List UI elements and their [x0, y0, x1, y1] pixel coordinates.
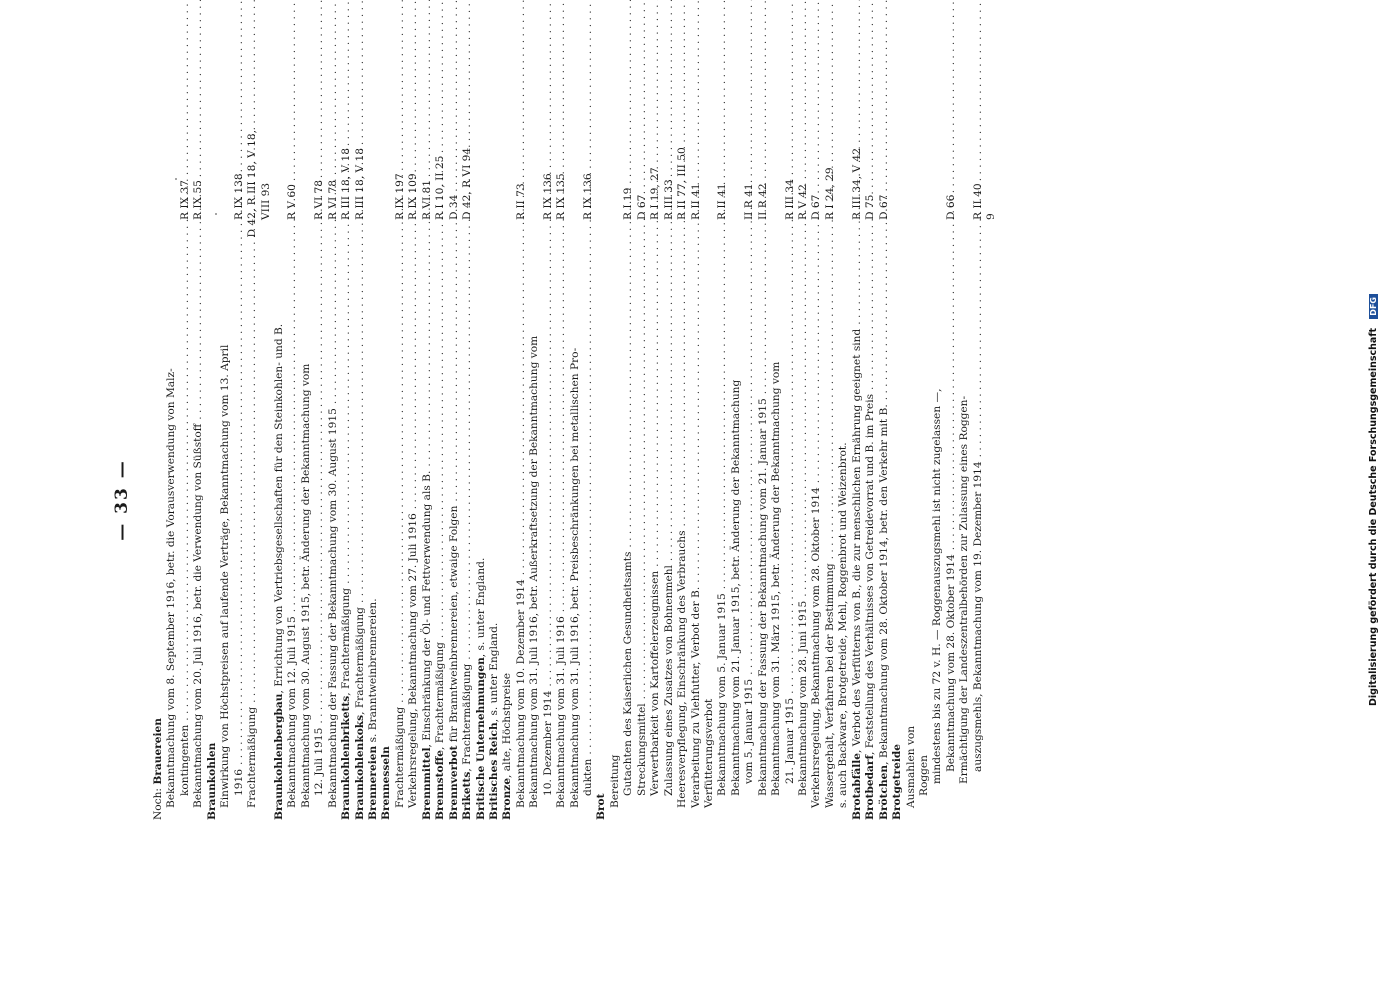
entry-text	[649, 571, 662, 796]
entry-reference: R IX 138	[232, 173, 245, 220]
entry-description: , Frachtermäßigung	[434, 642, 447, 750]
index-entry	[354, 130, 367, 820]
entry-text	[555, 616, 568, 808]
entry-description: kontingenten	[178, 724, 191, 796]
entry-reference: 9	[985, 213, 998, 220]
dfg-logo: DFG	[1369, 294, 1378, 319]
entry-reference: R II 77, III 50	[676, 147, 689, 220]
index-entry	[649, 130, 662, 820]
dot-leader	[448, 226, 461, 502]
index-entry	[690, 130, 703, 820]
index-entry	[703, 130, 716, 820]
entry-description: Frachtermäßigung	[246, 706, 259, 808]
entry-text	[837, 442, 850, 808]
dot-leader	[797, 226, 810, 597]
entry-reference: D 75	[864, 194, 877, 220]
index-entry	[407, 130, 420, 820]
dot-leader	[636, 226, 649, 699]
entry-reference: R I 19, 27	[649, 167, 662, 220]
entry-text	[824, 563, 837, 808]
entry-keyword: Brotbedarf	[864, 754, 877, 820]
index-entry	[179, 130, 192, 820]
entry-keyword: Bronze	[501, 777, 514, 820]
dot-leader	[407, 226, 420, 509]
index-entry	[165, 130, 178, 820]
index-entry	[246, 130, 259, 820]
entry-text	[434, 642, 447, 820]
entry-description: , Bekanntmachung vom 28. Oktober 1914, betr. den Verkehr mit B.	[877, 404, 890, 765]
entry-reference: R III 18, V 18	[340, 148, 353, 220]
dot-leader	[421, 226, 434, 467]
entry-text	[380, 746, 393, 820]
index-entry	[770, 130, 783, 820]
index-entry	[219, 130, 232, 820]
index-entry	[878, 130, 891, 820]
entry-text	[475, 558, 488, 820]
index-entry	[327, 130, 340, 820]
index-entry	[636, 130, 649, 820]
dot-leader	[354, 226, 367, 603]
entry-text	[676, 530, 689, 808]
entry-reference: R I 10, II 25	[434, 155, 447, 220]
index-entry	[501, 130, 514, 820]
speck	[215, 213, 217, 215]
entry-text	[327, 408, 340, 808]
entry-reference: D 67	[877, 194, 890, 220]
entry-text	[716, 593, 729, 796]
dot-leader	[313, 226, 326, 724]
entry-text	[784, 698, 797, 784]
dot-leader	[690, 226, 703, 583]
entry-text	[246, 707, 259, 808]
entry-description: , Frachtermäßigung	[340, 587, 353, 696]
entry-keyword: Briketts	[461, 771, 474, 820]
entry-text	[448, 506, 461, 820]
entry-description: Bekanntmachung vom 31. Juli 1916	[555, 616, 568, 808]
entry-description: , Frachtermäßigung	[353, 607, 366, 715]
speck	[175, 178, 177, 180]
entry-description: 10. Dezember 1914	[541, 690, 554, 796]
index-entry	[837, 130, 850, 820]
index-entry	[286, 130, 299, 820]
entry-description: Verwertbarkeit von Kartoffelerzeugnissen	[649, 570, 662, 796]
entry-text	[958, 396, 971, 784]
entry-keyword: Braunkohlen	[205, 742, 218, 820]
entry-description: Bekanntmachung vom 28. Oktober 1914	[944, 554, 957, 772]
index-entry	[663, 130, 676, 820]
entry-text	[286, 616, 299, 808]
index-entry	[797, 130, 810, 820]
entry-text	[421, 471, 434, 820]
entry-reference: D 42, R III 18, V 18,	[246, 130, 259, 238]
credit-text: Digitalisierung gefördert durch die Deutsche Forschungsgemeinschaft	[1368, 328, 1379, 706]
digitization-credit	[1368, 0, 1379, 1000]
entry-description: , Feststellung des Verhältnisses von Getreidevorrat und B. im Preis	[864, 393, 877, 755]
entry-keyword: Brötchen	[877, 764, 890, 820]
dot-leader	[542, 226, 555, 687]
entry-reference: D 34	[447, 194, 460, 220]
entry-keyword: Brennstoffe	[434, 749, 447, 820]
entry-text	[528, 336, 541, 808]
entry-reference: R IX 135	[555, 173, 568, 220]
index-entry	[192, 130, 205, 820]
entry-text	[354, 607, 367, 820]
dot-leader	[327, 226, 340, 404]
entry-reference: R II 41	[689, 183, 702, 220]
index-entry	[340, 130, 353, 820]
index-entry	[380, 130, 393, 820]
entry-text	[891, 744, 904, 820]
entry-description: Bekanntmachung vom 31. Juli 1916, betr. Preisbeschränkungen bei metallischen Pro-	[568, 347, 581, 808]
index-entry	[488, 130, 501, 820]
entry-reference: R IX 55	[192, 180, 205, 220]
index-entry	[542, 130, 555, 820]
entry-text	[582, 759, 595, 796]
entry-description: Bekanntmachung der Fassung der Bekanntmachung vom 21. Januar 1915	[756, 398, 769, 796]
entry-keyword: Brennesseln	[380, 746, 393, 820]
entry-text	[461, 664, 474, 820]
entry-description: , Errichtung von Vertriebsgesellschaften für den Steinkohlen- und B.	[272, 323, 285, 694]
entry-text	[313, 728, 326, 796]
index-entry	[676, 130, 689, 820]
entry-reference: R II 40	[971, 183, 984, 220]
entry-description: , alte, Höchstpreise	[501, 672, 514, 778]
entry-text	[219, 345, 232, 808]
entry-description: 12. Juli 1915	[313, 727, 326, 796]
entry-description: , s. unter England.	[487, 622, 500, 723]
entry-keyword: Braunkohlenbergbau	[272, 693, 285, 820]
entry-description: Bekanntmachung vom 31. März 1915, betr. Änderung der Bekanntmachung vom	[770, 361, 783, 796]
entry-text	[851, 329, 864, 820]
entry-text	[488, 623, 501, 820]
dot-leader	[972, 226, 985, 457]
index-entry	[461, 130, 474, 820]
dot-leader	[757, 226, 770, 394]
entry-keyword: Britisches Reich	[487, 722, 500, 820]
index-entry	[260, 130, 273, 820]
entry-description: Einwirkung von Höchstpreisen auf laufende Verträge, Bekanntmachung vom 13. April	[219, 344, 232, 808]
entry-reference: II R 41	[743, 183, 756, 220]
index-entry	[555, 130, 568, 820]
entry-text	[770, 362, 783, 796]
entry-text	[703, 699, 716, 808]
entry-text	[918, 755, 931, 796]
entry-keyword: Brotgetreide	[891, 743, 904, 820]
entry-reference: D 42, R VI 94	[461, 147, 474, 220]
entry-reference: R V 42	[797, 184, 809, 220]
entry-reference: II R 42	[756, 183, 769, 220]
entry-reference: D 67	[635, 194, 648, 220]
entry-text	[273, 324, 286, 820]
dot-leader	[851, 226, 864, 325]
index-entry	[448, 130, 461, 820]
entry-reference: R I 24, 29	[823, 167, 836, 220]
entry-text	[501, 673, 514, 820]
dot-leader	[340, 226, 353, 584]
entry-reference: R III 34, V 42	[850, 148, 863, 220]
entry-keyword: Brennereien	[367, 745, 379, 820]
index-entry	[152, 130, 165, 820]
entry-description: , s. unter England.	[474, 557, 487, 658]
index-entry	[918, 130, 931, 820]
index-entry	[824, 130, 837, 820]
entry-reference: R VI 81	[420, 179, 433, 220]
entry-reference: R IX 136	[541, 173, 554, 220]
index-entry	[609, 130, 622, 820]
entry-text	[810, 487, 823, 808]
entry-text	[663, 565, 676, 796]
entry-reference: R III 18, V 18	[353, 148, 366, 220]
dot-leader	[246, 243, 259, 702]
entry-keyword: Brauereien	[152, 718, 164, 785]
index-entry	[421, 130, 434, 820]
entry-text	[797, 601, 810, 796]
index-entry	[985, 130, 998, 820]
index-entry	[905, 130, 918, 820]
entry-text	[206, 743, 219, 820]
dot-leader	[461, 226, 474, 660]
index-entry	[206, 130, 219, 820]
dot-leader	[394, 226, 407, 703]
index-entry	[394, 130, 407, 820]
entry-description: s. Branntweinbrennereien.	[367, 598, 379, 746]
entry-description: Roggen	[917, 754, 930, 796]
entry-description: Bereitung	[608, 754, 621, 808]
entry-description: vom 5. Januar 1915	[743, 678, 756, 784]
entry-reference: D 67	[810, 194, 823, 220]
entry-reference: D 66	[944, 194, 957, 220]
index-entry	[233, 130, 246, 820]
dot-leader	[864, 226, 877, 390]
index-entry	[300, 130, 313, 820]
dot-leader	[286, 226, 299, 612]
entry-text	[367, 598, 380, 820]
entry-description: Wassergehalt, Verfahren bei der Bestimmung	[823, 563, 836, 808]
entry-text	[192, 424, 205, 808]
dot-leader	[434, 226, 447, 638]
entry-description: Bekanntmachung vom 10. Dezember 1914	[514, 579, 527, 808]
entry-text	[595, 794, 608, 821]
entry-description: Bekanntmachung vom 20. Juli 1916, betr. die Verwendung von Süßstoff	[192, 423, 205, 808]
index-entry	[716, 130, 729, 820]
entry-description: Ermächtigung der Landeszentralbehörden zur Zulassung eines Roggen-	[958, 395, 971, 784]
entry-description: Streckungsmittel	[635, 703, 648, 796]
entry-reference: R V 60	[286, 184, 299, 220]
dot-leader	[676, 226, 689, 526]
entry-keyword: Britische Unternehmungen	[474, 657, 487, 820]
dot-leader	[784, 226, 797, 694]
entry-reference: R I 19	[622, 187, 635, 220]
dot-leader	[649, 226, 662, 567]
index-entry	[475, 130, 488, 820]
entry-text	[340, 588, 353, 820]
entry-description: 21. Januar 1915	[783, 697, 796, 784]
entry-text	[905, 726, 918, 808]
dot-leader	[582, 226, 595, 755]
entry-description: , Einschränkung der Öl- und Fettverwendung als B.	[420, 470, 433, 748]
entry-description: auszugsmehls, Bekanntmachung vom 19. Dezember 1914	[971, 461, 984, 772]
entry-description: Heeresverpflegung, Einschränkung des Verbrauchs	[676, 530, 689, 808]
dot-leader	[555, 226, 568, 612]
index-entry	[945, 130, 958, 820]
entry-description: Verarbeitung zu Viehfutter, Verbot der B.	[689, 586, 702, 808]
entry-keyword: Brennmittel	[420, 747, 433, 820]
index-entry	[273, 130, 286, 820]
index-entry	[569, 130, 582, 820]
entry-text	[515, 579, 528, 808]
entry-description: Bekanntmachung vom 12. Juli 1915	[286, 616, 299, 808]
entry-reference: R VI 78	[326, 179, 339, 220]
entry-description: Bekanntmachung vom 28. Juni 1915	[797, 600, 809, 796]
entry-text	[945, 554, 958, 772]
index-entry	[810, 130, 823, 820]
entry-reference: R IX 136	[582, 173, 594, 220]
entry-reference: R II 41	[716, 183, 729, 220]
entry-description: Gutachten des Kaiserlichen Gesundheitsamts	[622, 551, 635, 796]
entry-description: 1916	[232, 769, 245, 796]
entry-description: Bekanntmachung vom 21. Januar 1915, betr. Änderung der Bekanntmachung	[729, 379, 742, 796]
entry-description: Bekanntmachung vom 31. Juli 1916, betr. Außerkraftsetzung der Bekanntmachung vom	[528, 335, 541, 808]
entry-description: s. auch Backware, Brotgetreide, Mehl, Roggenbrot und Weizenbrot.	[837, 442, 850, 808]
index-entry	[784, 130, 797, 820]
index-entry	[313, 130, 326, 820]
index-entry	[595, 130, 608, 820]
index-entry	[528, 130, 541, 820]
entry-text	[757, 398, 770, 796]
dot-leader	[515, 226, 528, 575]
entry-description: , Frachtermäßigung	[461, 663, 474, 772]
entry-text	[407, 513, 420, 808]
index-entry	[434, 130, 447, 820]
entry-text	[165, 368, 178, 808]
entry-description: Bekanntmachung vom 5. Januar 1915	[716, 593, 729, 796]
index-entry	[891, 130, 904, 820]
entry-description: für Branntweinbrennereien, etwaige Folgen	[447, 505, 460, 746]
entry-description: Frachtermäßigung	[393, 706, 406, 808]
index-entry	[864, 130, 877, 820]
entry-text	[542, 691, 555, 796]
index-entry	[582, 130, 595, 820]
entry-text	[609, 755, 622, 808]
index-entry	[515, 130, 528, 820]
page-number: — 33 —	[112, 459, 132, 541]
dot-leader	[192, 226, 205, 420]
entry-reference: R IX 37	[178, 180, 191, 220]
entry-description: dukten	[582, 758, 594, 796]
entry-description: Verfütterungsverbot	[702, 698, 715, 808]
entry-keyword: Brot	[595, 793, 608, 820]
entry-text	[394, 707, 407, 808]
entry-description: Bekanntmachung vom 8. September 1916, betr. die Vorausverwendung von Malz-	[165, 368, 178, 808]
entry-text	[931, 389, 944, 784]
entry-text	[690, 587, 703, 808]
entry-reference: R IX 197	[393, 173, 406, 220]
dot-leader	[233, 226, 246, 765]
entry-description: , Verbot des Verfütterns von B., die zur menschlichen Ernährung geeignet sind	[850, 328, 863, 754]
dot-leader	[179, 226, 192, 721]
dot-leader	[663, 226, 676, 561]
entry-text	[972, 461, 985, 772]
entry-text	[878, 404, 891, 820]
entry-reference: R VI 78	[313, 179, 326, 220]
entry-description: Bekanntmachung vom 30. August 1915, betr. Änderung der Bekanntmachung vom	[299, 363, 312, 808]
entry-text	[743, 679, 756, 784]
index-entry	[931, 130, 944, 820]
entry-keyword: Brotabfälle	[850, 753, 863, 820]
entry-description: mindestens bis zu 72 v. H. — Roggenauszugsmehl ist nicht zugelassen —,	[931, 388, 944, 784]
dot-leader	[824, 226, 837, 559]
entry-text	[179, 725, 192, 796]
entry-description: Zulassung eines Zusatzes von Bohnenmehl	[662, 565, 675, 796]
entry-text	[152, 718, 165, 820]
dot-leader	[945, 226, 958, 550]
entry-description: Bekanntmachung der Fassung der Bekanntmachung vom 30. August 1915	[326, 408, 339, 808]
index-entry	[757, 130, 770, 820]
index-entry	[730, 130, 743, 820]
entry-reference: R III 34	[783, 179, 796, 220]
entry-text	[622, 552, 635, 796]
entry-description: Verkehrsregelung, Bekanntmachung vom 27. Juli 1916	[407, 513, 420, 808]
index-entry	[958, 130, 971, 820]
dot-leader	[810, 226, 823, 483]
entry-text	[233, 769, 246, 796]
entry-description: Verkehrsregelung, Bekanntmachung vom 28. Oktober 1914	[810, 487, 823, 808]
entry-keyword: Braunkohlenbriketts	[340, 695, 353, 820]
index-list	[152, 130, 999, 820]
index-entry	[367, 130, 380, 820]
index-entry	[622, 130, 635, 820]
entry-description: Noch:	[152, 784, 164, 820]
entry-text	[569, 348, 582, 808]
entry-text	[730, 380, 743, 796]
entry-text	[636, 703, 649, 796]
dot-leader	[878, 226, 891, 400]
dot-leader	[622, 226, 635, 548]
entry-reference: R II 73	[514, 183, 527, 220]
entry-reference: VIII 93	[259, 182, 272, 220]
entry-reference: R III 33	[662, 179, 675, 220]
entry-reference: R IX 109	[407, 173, 420, 220]
entry-text	[300, 364, 313, 808]
entry-keyword: Brennverbot	[447, 745, 460, 820]
entry-description: Ausmahlen von	[904, 725, 917, 808]
index-entry	[743, 130, 756, 820]
dot-leader	[716, 226, 729, 589]
dot-leader	[743, 226, 756, 675]
entry-keyword: Braunkohlenkoks	[353, 714, 366, 820]
index-entry	[972, 130, 985, 820]
entry-text	[864, 394, 877, 820]
index-entry	[851, 130, 864, 820]
